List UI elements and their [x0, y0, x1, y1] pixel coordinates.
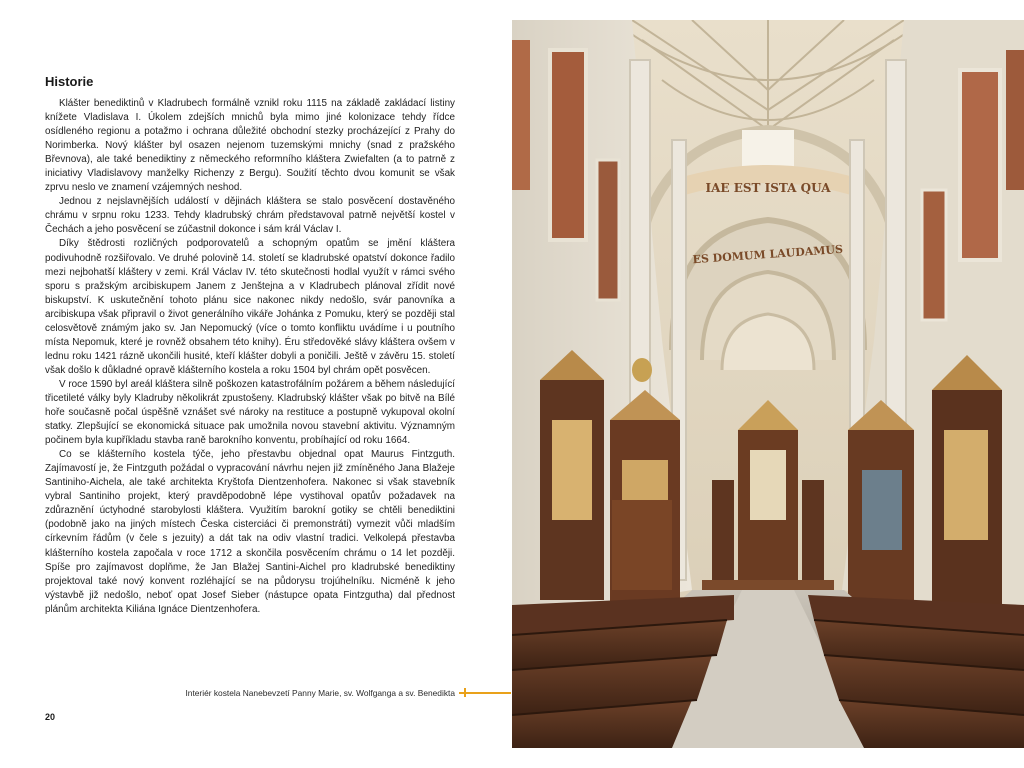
church-interior-photo	[512, 20, 1024, 748]
caption-leader-tick	[464, 688, 466, 697]
paragraph: Klášter benediktinů v Kladrubech formálně vznikl roku 1115 na základě zakládací listiny knížete Vladislava I. Úkolem zdejších mnichů byla mimo jiné kolonizace tehdy řídce osídleného regionu a potažmo i ochrana důležité obchodní stezky procházející z Prahy do Norimberka. Nový klášter byl osazen nejenom tuzemskými mnichy (snad z pražského Břevnova), ale také benediktiny z německého reformního kláštera Zwiefalten (a to patrně z iniciativy Vladislavovy manželky Richenzy z Bergu). Soužití těchto dvou komunit se však zprvu neslo ve znamení vzájemných neshod.	[45, 98, 455, 194]
page-number: 20	[45, 712, 56, 722]
section-heading: Historie	[45, 74, 94, 89]
paragraph: Díky štědrosti rozličných podporovatelů a schopným opatům se jmění kláštera podivuhodně rozšiřovalo. Ve druhé polovině 14. století se kladrubské opatství dokonce řadilo mezi nejbohatší kláštery v zemi. Král Václav IV. této skutečnosti hodlal využít v rámci svého sporu s pražským arcibiskupem Janem z Jenštejna a v Kladrubech plánoval zřídit nové biskupství. K uskutečnění tohoto plánu sice nakonec nikdy nedošlo, svár panovníka a arcibiskupa však připravil o život generálního vikáře Johánka z Pomuku, který se později stal celosvětově známým jako sv. Jan Nepomucký (více o tomto konfliktu uvádíme i u poutního místa Nepomuk, které je rovněž obsahem této knihy). Éru středověké slávy kláštera ovšem v lednu roku 1421 rázně ukončili husité, kteří klášter dobyli a poničili. Ještě v závěru 15. století však došlo k důkladné opravě klášterního kostela a roku 1504 byl chrám opět posvěcen.	[45, 238, 455, 376]
inscription-text-1: IAE EST ISTA QUA	[705, 181, 831, 195]
photo-caption: Interiér kostela Nanebevzetí Panny Marie, sv. Wolfganga a sv. Benedikta	[185, 688, 455, 698]
body-text	[45, 97, 455, 617]
caption-leader-line	[459, 692, 511, 694]
paragraph: V roce 1590 byl areál kláštera silně poškozen katastrofálním požárem a během následující třicetileté války byly Kladruby několikrát zpustošeny. Kladrubský klášter však po bitvě na Bílé hoře současně počal úspěšně vznášet své nároky na restituce a postupně vykupoval okolní statky. Zlepšující se ekonomická situace pak umožnila novou stavební aktivitu. Významným počinem byla kupříkladu stavba raně barokního konventu, probíhající od roku 1664.	[45, 378, 455, 447]
paragraph: Jednou z nejslavnějších událostí v dějinách kláštera se stalo posvěcení dostavěného chrámu v srpnu roku 1233. Tehdy kladrubský chrám představoval patrně největší kostel v Čechách a jeho posvěcení se zúčastnil dokonce i sám král Václav I.	[45, 196, 455, 236]
paragraph: Co se klášterního kostela týče, jeho přestavbu objednal opat Maurus Fintzguth. Zajímavostí je, že Fintzguth požádal o vypracování návrhu nejen již zmíněného Jana Blažeje Santiniho-Aichela, ale také architekta Kryštofa Dientzenhofera. Nakonec si však stavebník vybral Santiniho projekt, který pravděpodobně lépe vystihoval opatův požadavek na zdůraznění úctyhodné starobylosti kláštera. Využitím barokní gotiky se chtěli benediktini (podobně jako na jiných místech Česka cisterciáci či premonstráti) vymezit vůči mladším církevním řádům (v čele s jezuity) a dát tak na odiv vlastní tradici. Velkolepá přestavba klášterního kostela započala v roce 1712 a skončila posvěcením chrámu o 14 let později. Spíše pro zajímavost doplňme, že Jan Blažej Santini-Aichel pro kladrubské benediktiny projektoval také nový konvent rozléhající se na půdorysu trojúhelníku. Nicméně k jeho výstavbě již nedošlo, neboť opat Josef Sieber (nástupce opata Fintzgutha) dal přednost plánům architekta Kiliána Ignáce Dientzenhofera.	[45, 449, 455, 615]
inscription-text-2: ES DOMUM LAUDAMUS	[692, 242, 844, 267]
